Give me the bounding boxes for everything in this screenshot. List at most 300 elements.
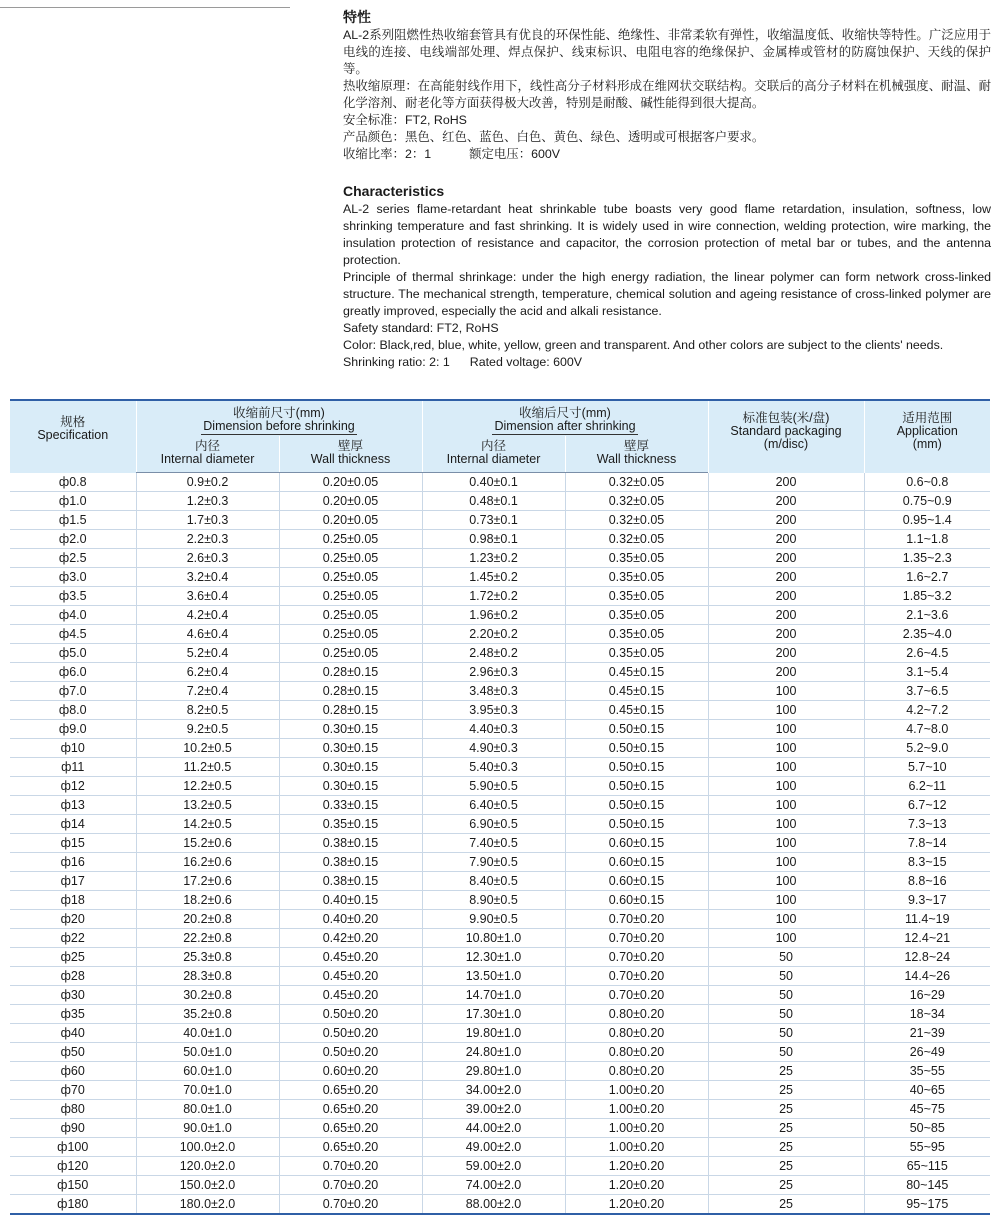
cell-application: 3.7~6.5 bbox=[864, 682, 990, 701]
cell-specification: ф0.8 bbox=[10, 473, 136, 492]
table-row bbox=[10, 1195, 990, 1215]
table-row bbox=[10, 644, 990, 663]
header-before-cn: 收缩前尺寸(mm) bbox=[233, 406, 325, 420]
cell-application: 7.3~13 bbox=[864, 815, 990, 834]
cell-after-internal-diameter: 6.90±0.5 bbox=[422, 815, 565, 834]
cell-standard-packaging: 200 bbox=[708, 568, 864, 587]
cell-before-internal-diameter: 1.2±0.3 bbox=[136, 492, 279, 511]
cell-before-internal-diameter: 4.2±0.4 bbox=[136, 606, 279, 625]
cell-after-wall-thickness: 1.00±0.20 bbox=[565, 1081, 708, 1100]
cell-before-internal-diameter: 35.2±0.8 bbox=[136, 1005, 279, 1024]
table-row bbox=[10, 1043, 990, 1062]
table-row bbox=[10, 549, 990, 568]
cell-after-wall-thickness: 0.32±0.05 bbox=[565, 530, 708, 549]
cell-after-internal-diameter: 1.45±0.2 bbox=[422, 568, 565, 587]
cell-after-internal-diameter: 5.90±0.5 bbox=[422, 777, 565, 796]
cell-after-wall-thickness: 0.70±0.20 bbox=[565, 910, 708, 929]
cell-before-wall-thickness: 0.30±0.15 bbox=[279, 739, 422, 758]
cell-before-wall-thickness: 0.65±0.20 bbox=[279, 1081, 422, 1100]
header-after-shrinking bbox=[422, 400, 708, 436]
cell-application: 45~75 bbox=[864, 1100, 990, 1119]
header-after-id-en: Internal diameter bbox=[446, 452, 541, 466]
table-row bbox=[10, 1081, 990, 1100]
cell-after-wall-thickness: 0.50±0.15 bbox=[565, 739, 708, 758]
cell-application: 5.2~9.0 bbox=[864, 739, 990, 758]
cell-specification: ф4.5 bbox=[10, 625, 136, 644]
specification-table bbox=[10, 399, 990, 1215]
header-pack-cn: 标准包装(米/盘) bbox=[742, 411, 830, 425]
cell-before-wall-thickness: 0.25±0.05 bbox=[279, 644, 422, 663]
cell-before-wall-thickness: 0.38±0.15 bbox=[279, 853, 422, 872]
table-row bbox=[10, 777, 990, 796]
header-spec-en: Specification bbox=[37, 428, 109, 442]
cell-before-internal-diameter: 70.0±1.0 bbox=[136, 1081, 279, 1100]
cell-before-internal-diameter: 18.2±0.6 bbox=[136, 891, 279, 910]
cell-application: 7.8~14 bbox=[864, 834, 990, 853]
cell-before-wall-thickness: 0.38±0.15 bbox=[279, 834, 422, 853]
cell-application: 26~49 bbox=[864, 1043, 990, 1062]
cell-after-internal-diameter: 44.00±2.0 bbox=[422, 1119, 565, 1138]
cell-standard-packaging: 50 bbox=[708, 1043, 864, 1062]
cell-standard-packaging: 200 bbox=[708, 606, 864, 625]
table-row bbox=[10, 625, 990, 644]
cell-specification: ф3.5 bbox=[10, 587, 136, 606]
cell-application: 12.8~24 bbox=[864, 948, 990, 967]
cell-after-wall-thickness: 0.35±0.05 bbox=[565, 625, 708, 644]
cell-application: 3.1~5.4 bbox=[864, 663, 990, 682]
cell-standard-packaging: 100 bbox=[708, 777, 864, 796]
cell-application: 2.35~4.0 bbox=[864, 625, 990, 644]
cell-before-internal-diameter: 13.2±0.5 bbox=[136, 796, 279, 815]
cell-application: 9.3~17 bbox=[864, 891, 990, 910]
cell-before-wall-thickness: 0.30±0.15 bbox=[279, 777, 422, 796]
cell-before-internal-diameter: 25.3±0.8 bbox=[136, 948, 279, 967]
cell-application: 80~145 bbox=[864, 1176, 990, 1195]
cell-standard-packaging: 100 bbox=[708, 815, 864, 834]
cell-specification: ф11 bbox=[10, 758, 136, 777]
cell-specification: ф80 bbox=[10, 1100, 136, 1119]
table-row bbox=[10, 758, 990, 777]
header-before-en: Dimension before shrinking bbox=[203, 419, 355, 433]
features-en-heading: Characteristics bbox=[343, 183, 445, 199]
cell-specification: ф120 bbox=[10, 1157, 136, 1176]
cell-before-wall-thickness: 0.70±0.20 bbox=[279, 1195, 422, 1215]
cell-before-wall-thickness: 0.25±0.05 bbox=[279, 549, 422, 568]
cell-after-internal-diameter: 1.72±0.2 bbox=[422, 587, 565, 606]
cell-before-wall-thickness: 0.60±0.20 bbox=[279, 1062, 422, 1081]
cell-application: 2.6~4.5 bbox=[864, 644, 990, 663]
cell-after-wall-thickness: 0.32±0.05 bbox=[565, 473, 708, 492]
cell-before-wall-thickness: 0.20±0.05 bbox=[279, 511, 422, 530]
cell-after-internal-diameter: 8.40±0.5 bbox=[422, 872, 565, 891]
cell-after-internal-diameter: 24.80±1.0 bbox=[422, 1043, 565, 1062]
cell-after-wall-thickness: 0.60±0.15 bbox=[565, 891, 708, 910]
top-divider bbox=[0, 7, 290, 8]
cell-specification: ф25 bbox=[10, 948, 136, 967]
cell-before-internal-diameter: 22.2±0.8 bbox=[136, 929, 279, 948]
cell-before-wall-thickness: 0.33±0.15 bbox=[279, 796, 422, 815]
table-row bbox=[10, 853, 990, 872]
cell-before-internal-diameter: 40.0±1.0 bbox=[136, 1024, 279, 1043]
cell-standard-packaging: 100 bbox=[708, 872, 864, 891]
features-cn-section bbox=[343, 8, 991, 163]
cell-before-wall-thickness: 0.25±0.05 bbox=[279, 530, 422, 549]
cell-before-internal-diameter: 30.2±0.8 bbox=[136, 986, 279, 1005]
header-after-wall-en: Wall thickness bbox=[596, 452, 677, 466]
features-en-intro: AL-2 series flame-retardant heat shrinkable tube boasts very good flame retardation, insulation, softness, low shrinking temperature and fast shrinking. It is widely used in wire connection, welding protection, wire marking, the insulation protection of resistance and capacitor, the corrosion protection of metal bar or tubes, and the antenna protection. bbox=[343, 202, 991, 267]
header-before-wall-thickness bbox=[279, 436, 422, 473]
cell-standard-packaging: 100 bbox=[708, 758, 864, 777]
cell-before-internal-diameter: 3.6±0.4 bbox=[136, 587, 279, 606]
cell-standard-packaging: 100 bbox=[708, 834, 864, 853]
cell-after-wall-thickness: 0.80±0.20 bbox=[565, 1043, 708, 1062]
cell-before-internal-diameter: 1.7±0.3 bbox=[136, 511, 279, 530]
table-header bbox=[10, 400, 990, 473]
cell-before-wall-thickness: 0.35±0.15 bbox=[279, 815, 422, 834]
cell-after-internal-diameter: 10.80±1.0 bbox=[422, 929, 565, 948]
cell-after-internal-diameter: 0.98±0.1 bbox=[422, 530, 565, 549]
table-row bbox=[10, 1176, 990, 1195]
features-cn-heading: 特性 bbox=[343, 9, 371, 25]
cell-before-wall-thickness: 0.65±0.20 bbox=[279, 1119, 422, 1138]
cell-specification: ф22 bbox=[10, 929, 136, 948]
header-after-cn: 收缩后尺寸(mm) bbox=[519, 406, 611, 420]
cell-after-internal-diameter: 0.40±0.1 bbox=[422, 473, 565, 492]
cell-before-wall-thickness: 0.28±0.15 bbox=[279, 663, 422, 682]
cell-application: 6.7~12 bbox=[864, 796, 990, 815]
cell-application: 65~115 bbox=[864, 1157, 990, 1176]
cell-before-wall-thickness: 0.25±0.05 bbox=[279, 568, 422, 587]
cell-specification: ф20 bbox=[10, 910, 136, 929]
cell-before-wall-thickness: 0.50±0.20 bbox=[279, 1024, 422, 1043]
cell-after-wall-thickness: 0.50±0.15 bbox=[565, 815, 708, 834]
cell-before-wall-thickness: 0.45±0.20 bbox=[279, 948, 422, 967]
cell-specification: ф90 bbox=[10, 1119, 136, 1138]
cell-standard-packaging: 100 bbox=[708, 891, 864, 910]
cell-after-wall-thickness: 0.35±0.05 bbox=[565, 644, 708, 663]
cell-application: 8.8~16 bbox=[864, 872, 990, 891]
table-row bbox=[10, 1062, 990, 1081]
cell-specification: ф18 bbox=[10, 891, 136, 910]
cell-standard-packaging: 100 bbox=[708, 682, 864, 701]
cell-before-internal-diameter: 4.6±0.4 bbox=[136, 625, 279, 644]
cell-before-internal-diameter: 180.0±2.0 bbox=[136, 1195, 279, 1215]
cell-standard-packaging: 200 bbox=[708, 530, 864, 549]
cell-after-wall-thickness: 0.45±0.15 bbox=[565, 663, 708, 682]
table-row bbox=[10, 929, 990, 948]
cell-standard-packaging: 50 bbox=[708, 1005, 864, 1024]
cell-before-wall-thickness: 0.65±0.20 bbox=[279, 1138, 422, 1157]
cell-before-wall-thickness: 0.70±0.20 bbox=[279, 1157, 422, 1176]
table-row bbox=[10, 720, 990, 739]
table-row bbox=[10, 568, 990, 587]
cell-after-wall-thickness: 1.20±0.20 bbox=[565, 1176, 708, 1195]
cell-specification: ф7.0 bbox=[10, 682, 136, 701]
cell-after-wall-thickness: 0.70±0.20 bbox=[565, 986, 708, 1005]
cell-specification: ф10 bbox=[10, 739, 136, 758]
cell-application: 1.35~2.3 bbox=[864, 549, 990, 568]
cell-specification: ф3.0 bbox=[10, 568, 136, 587]
cell-application: 0.95~1.4 bbox=[864, 511, 990, 530]
table-row bbox=[10, 1024, 990, 1043]
cell-before-internal-diameter: 60.0±1.0 bbox=[136, 1062, 279, 1081]
cell-application: 1.1~1.8 bbox=[864, 530, 990, 549]
table-row bbox=[10, 739, 990, 758]
table-row bbox=[10, 967, 990, 986]
cell-standard-packaging: 25 bbox=[708, 1138, 864, 1157]
cell-after-wall-thickness: 0.50±0.15 bbox=[565, 758, 708, 777]
cell-after-internal-diameter: 8.90±0.5 bbox=[422, 891, 565, 910]
cell-after-wall-thickness: 1.20±0.20 bbox=[565, 1195, 708, 1215]
cell-before-internal-diameter: 0.9±0.2 bbox=[136, 473, 279, 492]
table-row bbox=[10, 1005, 990, 1024]
header-before-wall-en: Wall thickness bbox=[310, 452, 391, 466]
cell-standard-packaging: 200 bbox=[708, 511, 864, 530]
cell-after-wall-thickness: 0.80±0.20 bbox=[565, 1024, 708, 1043]
cell-after-wall-thickness: 0.35±0.05 bbox=[565, 606, 708, 625]
cell-specification: ф16 bbox=[10, 853, 136, 872]
cell-specification: ф2.5 bbox=[10, 549, 136, 568]
cell-application: 16~29 bbox=[864, 986, 990, 1005]
cell-after-wall-thickness: 0.60±0.15 bbox=[565, 872, 708, 891]
features-en-voltage: Rated voltage: 600V bbox=[469, 355, 583, 369]
cell-specification: ф9.0 bbox=[10, 720, 136, 739]
header-before-shrinking bbox=[136, 400, 422, 436]
cell-standard-packaging: 100 bbox=[708, 720, 864, 739]
cell-before-wall-thickness: 0.25±0.05 bbox=[279, 625, 422, 644]
cell-after-internal-diameter: 2.48±0.2 bbox=[422, 644, 565, 663]
table-row bbox=[10, 891, 990, 910]
features-en-ratio: Shrinking ratio: 2: 1 bbox=[343, 355, 450, 369]
cell-standard-packaging: 100 bbox=[708, 739, 864, 758]
header-app-en: Application bbox=[896, 424, 958, 438]
cell-after-wall-thickness: 0.60±0.15 bbox=[565, 834, 708, 853]
cell-after-internal-diameter: 9.90±0.5 bbox=[422, 910, 565, 929]
table-row bbox=[10, 530, 990, 549]
table-row bbox=[10, 663, 990, 682]
cell-application: 2.1~3.6 bbox=[864, 606, 990, 625]
features-cn-ratio: 收缩比率：2：1 bbox=[343, 147, 432, 161]
features-en-ratio-line bbox=[343, 354, 991, 371]
cell-after-wall-thickness: 1.20±0.20 bbox=[565, 1157, 708, 1176]
cell-specification: ф35 bbox=[10, 1005, 136, 1024]
cell-after-internal-diameter: 74.00±2.0 bbox=[422, 1176, 565, 1195]
cell-standard-packaging: 100 bbox=[708, 853, 864, 872]
cell-before-wall-thickness: 0.50±0.20 bbox=[279, 1005, 422, 1024]
cell-application: 55~95 bbox=[864, 1138, 990, 1157]
cell-after-internal-diameter: 0.73±0.1 bbox=[422, 511, 565, 530]
cell-application: 95~175 bbox=[864, 1195, 990, 1215]
cell-after-wall-thickness: 0.70±0.20 bbox=[565, 967, 708, 986]
cell-after-wall-thickness: 0.50±0.15 bbox=[565, 777, 708, 796]
cell-before-internal-diameter: 100.0±2.0 bbox=[136, 1138, 279, 1157]
cell-specification: ф60 bbox=[10, 1062, 136, 1081]
cell-before-wall-thickness: 0.30±0.15 bbox=[279, 758, 422, 777]
table-row bbox=[10, 1157, 990, 1176]
cell-specification: ф1.0 bbox=[10, 492, 136, 511]
cell-before-internal-diameter: 2.6±0.3 bbox=[136, 549, 279, 568]
cell-after-internal-diameter: 3.48±0.3 bbox=[422, 682, 565, 701]
features-en-colors: Color: Black,red, blue, white, yellow, green and transparent. And other colors are subject to the clients' needs. bbox=[343, 338, 944, 352]
cell-specification: ф150 bbox=[10, 1176, 136, 1195]
table-row bbox=[10, 834, 990, 853]
cell-after-wall-thickness: 0.60±0.15 bbox=[565, 853, 708, 872]
cell-after-wall-thickness: 0.70±0.20 bbox=[565, 948, 708, 967]
table-row bbox=[10, 910, 990, 929]
cell-after-wall-thickness: 0.32±0.05 bbox=[565, 511, 708, 530]
header-specification bbox=[10, 400, 136, 473]
cell-application: 11.4~19 bbox=[864, 910, 990, 929]
header-after-internal-diameter bbox=[422, 436, 565, 473]
cell-standard-packaging: 50 bbox=[708, 948, 864, 967]
cell-before-internal-diameter: 6.2±0.4 bbox=[136, 663, 279, 682]
features-cn-principle: 热收缩原理：在高能射线作用下，线性高分子材料形成在维网状交联结构。交联后的高分子材料在机械强度、耐温、耐化学溶剂、耐老化等方面获得极大改善，特别是耐酸、碱性能得到很大提高。 bbox=[343, 79, 991, 110]
cell-after-internal-diameter: 1.96±0.2 bbox=[422, 606, 565, 625]
cell-specification: ф2.0 bbox=[10, 530, 136, 549]
cell-application: 4.2~7.2 bbox=[864, 701, 990, 720]
features-cn-colors: 产品颜色：黑色、红色、蓝色、白色、黄色、绿色、透明或可根据客户要求。 bbox=[343, 130, 765, 144]
cell-standard-packaging: 50 bbox=[708, 1024, 864, 1043]
header-before-wall-cn: 壁厚 bbox=[337, 439, 363, 453]
cell-standard-packaging: 200 bbox=[708, 625, 864, 644]
cell-specification: ф4.0 bbox=[10, 606, 136, 625]
cell-after-wall-thickness: 0.80±0.20 bbox=[565, 1005, 708, 1024]
cell-before-wall-thickness: 0.25±0.05 bbox=[279, 587, 422, 606]
cell-after-wall-thickness: 0.50±0.15 bbox=[565, 796, 708, 815]
table-row bbox=[10, 815, 990, 834]
cell-application: 0.75~0.9 bbox=[864, 492, 990, 511]
cell-before-internal-diameter: 10.2±0.5 bbox=[136, 739, 279, 758]
header-application bbox=[864, 400, 990, 473]
table-row bbox=[10, 1100, 990, 1119]
table-row bbox=[10, 796, 990, 815]
header-pack-en: Standard packaging bbox=[730, 424, 842, 438]
cell-before-internal-diameter: 20.2±0.8 bbox=[136, 910, 279, 929]
cell-standard-packaging: 200 bbox=[708, 587, 864, 606]
cell-before-wall-thickness: 0.70±0.20 bbox=[279, 1176, 422, 1195]
cell-after-wall-thickness: 0.50±0.15 bbox=[565, 720, 708, 739]
cell-after-internal-diameter: 39.00±2.0 bbox=[422, 1100, 565, 1119]
cell-after-internal-diameter: 88.00±2.0 bbox=[422, 1195, 565, 1215]
cell-after-wall-thickness: 0.35±0.05 bbox=[565, 549, 708, 568]
cell-before-internal-diameter: 3.2±0.4 bbox=[136, 568, 279, 587]
cell-specification: ф15 bbox=[10, 834, 136, 853]
cell-before-internal-diameter: 11.2±0.5 bbox=[136, 758, 279, 777]
cell-after-internal-diameter: 7.40±0.5 bbox=[422, 834, 565, 853]
table-row bbox=[10, 511, 990, 530]
cell-standard-packaging: 200 bbox=[708, 549, 864, 568]
header-app-unit: (mm) bbox=[912, 437, 942, 451]
cell-specification: ф6.0 bbox=[10, 663, 136, 682]
cell-before-internal-diameter: 17.2±0.6 bbox=[136, 872, 279, 891]
cell-standard-packaging: 100 bbox=[708, 796, 864, 815]
cell-before-wall-thickness: 0.42±0.20 bbox=[279, 929, 422, 948]
cell-before-internal-diameter: 90.0±1.0 bbox=[136, 1119, 279, 1138]
cell-before-wall-thickness: 0.28±0.15 bbox=[279, 682, 422, 701]
cell-standard-packaging: 25 bbox=[708, 1081, 864, 1100]
cell-standard-packaging: 50 bbox=[708, 967, 864, 986]
cell-before-wall-thickness: 0.25±0.05 bbox=[279, 606, 422, 625]
cell-application: 4.7~8.0 bbox=[864, 720, 990, 739]
cell-application: 50~85 bbox=[864, 1119, 990, 1138]
cell-after-internal-diameter: 7.90±0.5 bbox=[422, 853, 565, 872]
cell-application: 1.6~2.7 bbox=[864, 568, 990, 587]
cell-after-wall-thickness: 1.00±0.20 bbox=[565, 1138, 708, 1157]
cell-specification: ф5.0 bbox=[10, 644, 136, 663]
cell-after-internal-diameter: 17.30±1.0 bbox=[422, 1005, 565, 1024]
cell-standard-packaging: 25 bbox=[708, 1157, 864, 1176]
cell-application: 18~34 bbox=[864, 1005, 990, 1024]
table-row bbox=[10, 492, 990, 511]
cell-after-internal-diameter: 6.40±0.5 bbox=[422, 796, 565, 815]
cell-after-internal-diameter: 14.70±1.0 bbox=[422, 986, 565, 1005]
cell-after-wall-thickness: 0.35±0.05 bbox=[565, 587, 708, 606]
cell-after-wall-thickness: 1.00±0.20 bbox=[565, 1100, 708, 1119]
cell-application: 0.6~0.8 bbox=[864, 473, 990, 492]
cell-after-wall-thickness: 0.45±0.15 bbox=[565, 701, 708, 720]
cell-specification: ф12 bbox=[10, 777, 136, 796]
cell-before-wall-thickness: 0.65±0.20 bbox=[279, 1100, 422, 1119]
cell-standard-packaging: 25 bbox=[708, 1100, 864, 1119]
cell-before-wall-thickness: 0.38±0.15 bbox=[279, 872, 422, 891]
cell-before-internal-diameter: 80.0±1.0 bbox=[136, 1100, 279, 1119]
cell-before-wall-thickness: 0.40±0.20 bbox=[279, 910, 422, 929]
cell-before-wall-thickness: 0.45±0.20 bbox=[279, 986, 422, 1005]
cell-application: 40~65 bbox=[864, 1081, 990, 1100]
table-row bbox=[10, 872, 990, 891]
cell-after-internal-diameter: 4.90±0.3 bbox=[422, 739, 565, 758]
cell-application: 1.85~3.2 bbox=[864, 587, 990, 606]
cell-before-internal-diameter: 15.2±0.6 bbox=[136, 834, 279, 853]
cell-specification: ф180 bbox=[10, 1195, 136, 1215]
cell-standard-packaging: 200 bbox=[708, 644, 864, 663]
cell-standard-packaging: 25 bbox=[708, 1195, 864, 1215]
features-en-standard: Safety standard: FT2, RoHS bbox=[343, 321, 499, 335]
header-before-internal-diameter bbox=[136, 436, 279, 473]
cell-standard-packaging: 100 bbox=[708, 910, 864, 929]
cell-before-wall-thickness: 0.40±0.15 bbox=[279, 891, 422, 910]
features-cn-intro: AL-2系列阻燃性热收缩套管具有优良的环保性能、绝缘性、非常柔软有弹性，收缩温度低、收缩快等特性。广泛应用于电线的连接、电线端部处理、焊点保护、线束标识、电阻电容的绝缘保护、金属棒或管材的防腐蚀保护、天线的保护等。 bbox=[343, 28, 991, 76]
cell-before-internal-diameter: 150.0±2.0 bbox=[136, 1176, 279, 1195]
cell-after-wall-thickness: 0.35±0.05 bbox=[565, 568, 708, 587]
table-row bbox=[10, 606, 990, 625]
header-after-en: Dimension after shrinking bbox=[494, 419, 636, 433]
cell-after-internal-diameter: 34.00±2.0 bbox=[422, 1081, 565, 1100]
table-row bbox=[10, 473, 990, 492]
header-app-cn: 适用范围 bbox=[902, 411, 953, 425]
cell-standard-packaging: 100 bbox=[708, 929, 864, 948]
cell-after-internal-diameter: 49.00±2.0 bbox=[422, 1138, 565, 1157]
cell-before-internal-diameter: 9.2±0.5 bbox=[136, 720, 279, 739]
cell-application: 5.7~10 bbox=[864, 758, 990, 777]
cell-before-wall-thickness: 0.30±0.15 bbox=[279, 720, 422, 739]
cell-standard-packaging: 25 bbox=[708, 1176, 864, 1195]
cell-application: 14.4~26 bbox=[864, 967, 990, 986]
cell-before-wall-thickness: 0.50±0.20 bbox=[279, 1043, 422, 1062]
cell-application: 6.2~11 bbox=[864, 777, 990, 796]
table-row bbox=[10, 701, 990, 720]
cell-application: 8.3~15 bbox=[864, 853, 990, 872]
cell-after-wall-thickness: 0.70±0.20 bbox=[565, 929, 708, 948]
table-row bbox=[10, 948, 990, 967]
features-en-principle: Principle of thermal shrinkage: under the high energy radiation, the linear polymer can form network cross-linked structure. The mechanical strength, temperature, chemical solution and ageing resistance of cross-linked polymer are greatly improved, especially the acid and alkali resistance. bbox=[343, 270, 991, 318]
table-body bbox=[10, 473, 990, 1215]
cell-before-internal-diameter: 2.2±0.3 bbox=[136, 530, 279, 549]
cell-standard-packaging: 50 bbox=[708, 986, 864, 1005]
cell-before-internal-diameter: 12.2±0.5 bbox=[136, 777, 279, 796]
cell-before-wall-thickness: 0.45±0.20 bbox=[279, 967, 422, 986]
header-pack-unit: (m/disc) bbox=[763, 437, 809, 451]
